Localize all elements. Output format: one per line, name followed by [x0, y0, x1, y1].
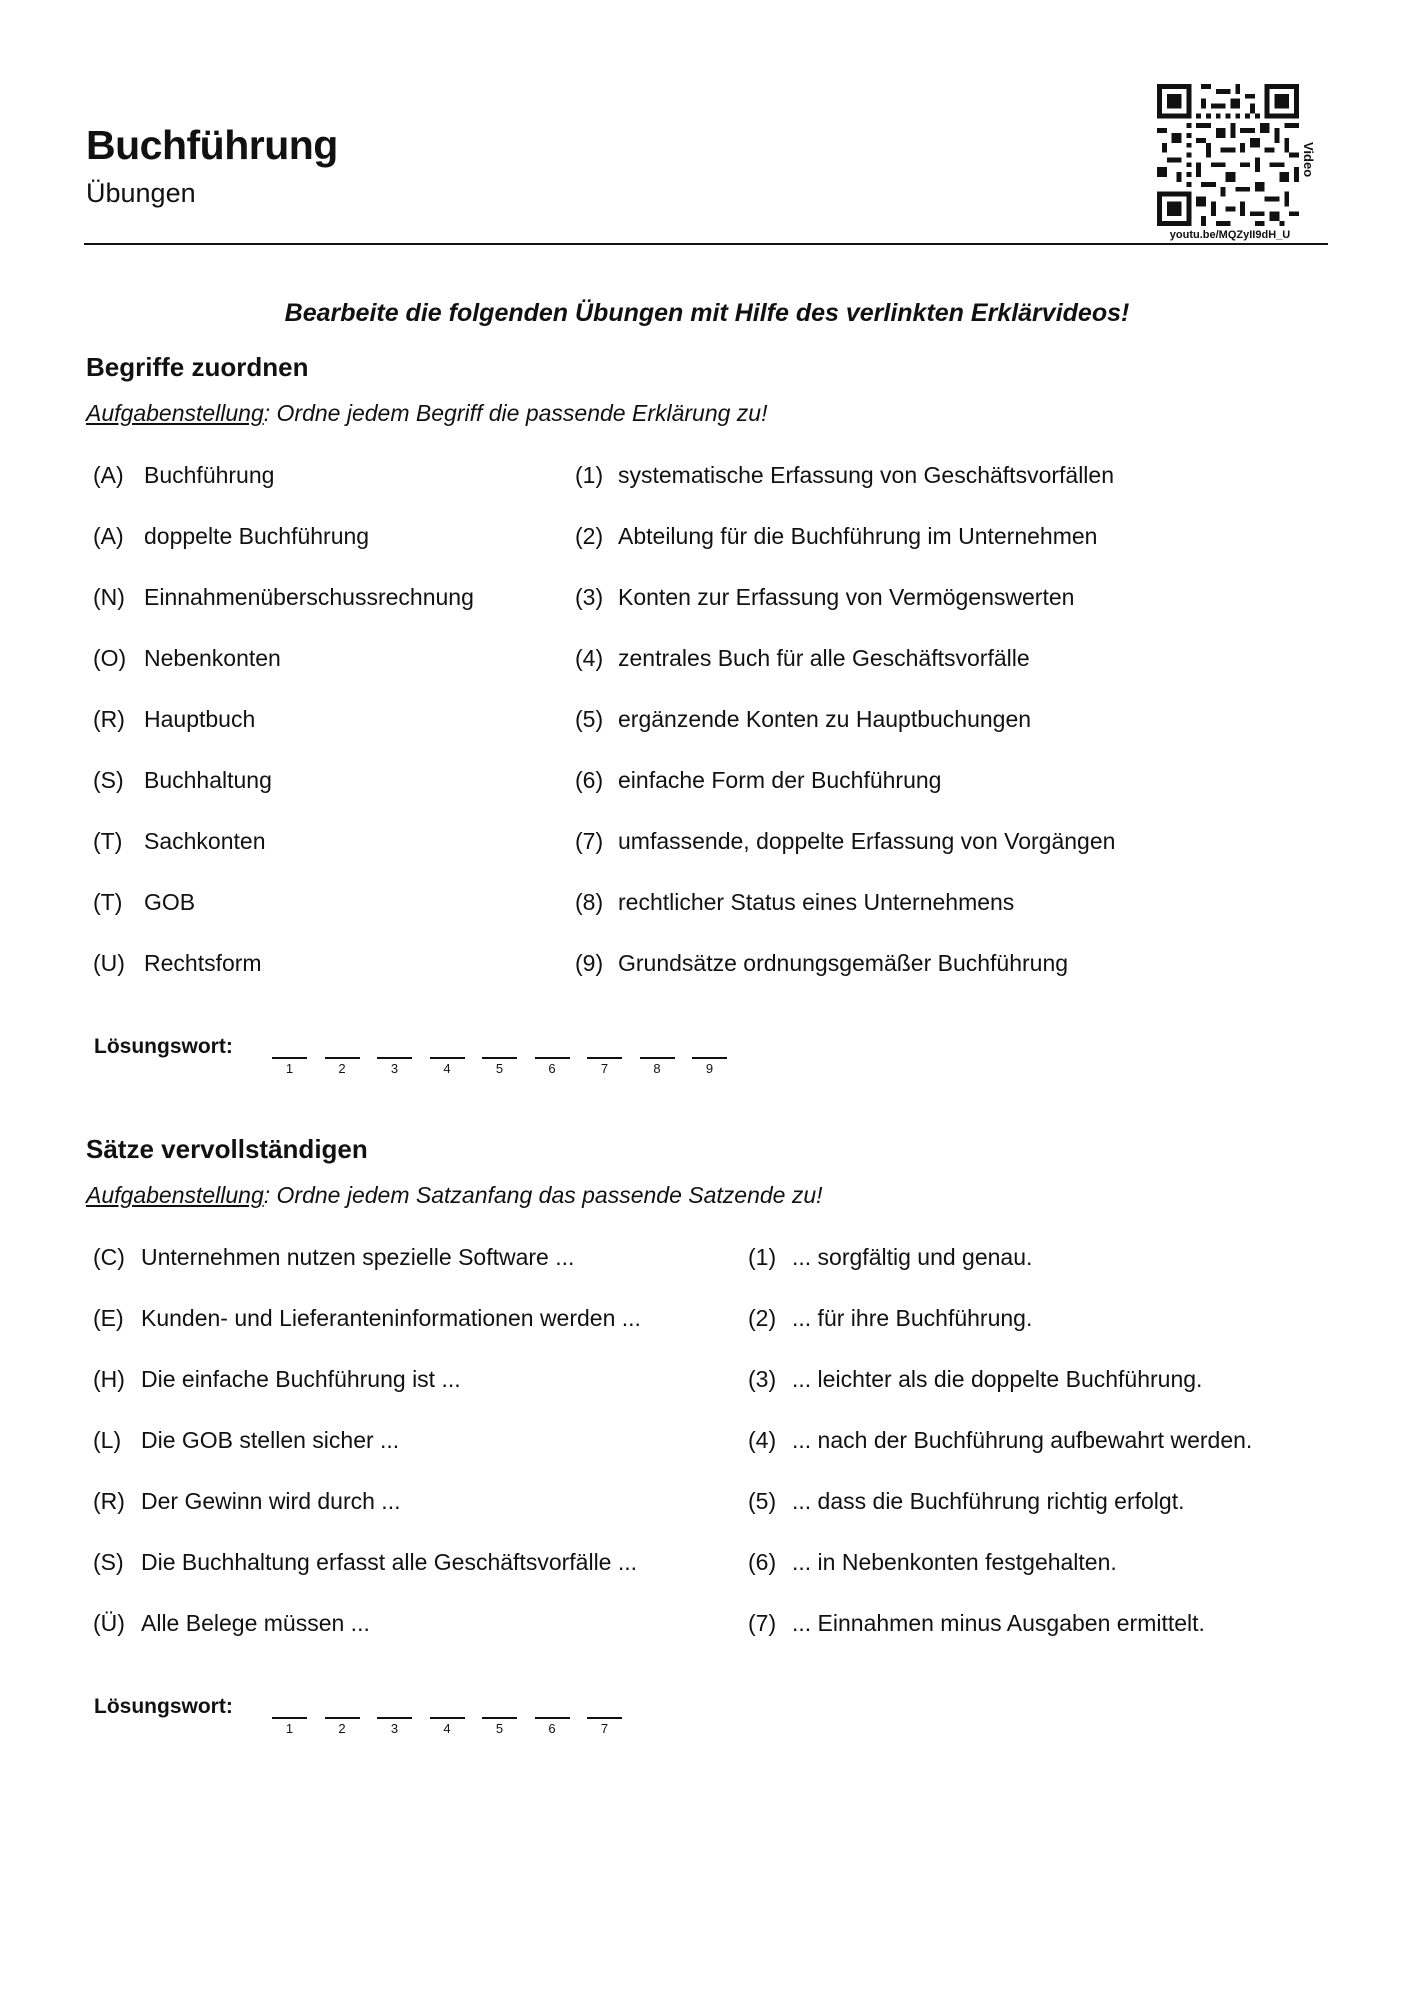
definition-item: [575, 706, 1031, 733]
term-item: [93, 828, 265, 855]
answer-blank[interactable]: [482, 1717, 517, 1719]
answer-blank-number: 4: [443, 1721, 451, 1736]
term-item-code: (A): [93, 523, 124, 549]
term-item: [93, 462, 274, 489]
answer-blank-number: 3: [390, 1061, 399, 1076]
video-label: Video: [1301, 142, 1316, 178]
definition-item-code: (4): [575, 645, 604, 671]
answer-blank[interactable]: [430, 1717, 465, 1719]
answer-blank[interactable]: [587, 1717, 622, 1719]
sentence-beginning-item-text: Unternehmen nutzen spezielle Software ...: [141, 1244, 575, 1270]
task-label: Aufgabenstellung: [86, 1182, 264, 1208]
definition-item: [575, 889, 1014, 916]
sentence-beginning-item-text: Die einfache Buchführung ist ...: [141, 1366, 461, 1392]
definition-item: [575, 584, 1074, 611]
definition-item-text: systematische Erfassung von Geschäftsvorfällen: [618, 462, 1115, 488]
sentence-beginning-item-text: Die Buchhaltung erfasst alle Geschäftsvorfälle ...: [141, 1549, 638, 1575]
sentence-ending-item-text: ... in Nebenkonten festgehalten.: [792, 1549, 1117, 1575]
definition-item-code: (2): [575, 523, 604, 549]
term-item-code: (A): [93, 462, 124, 488]
term-item-text: doppelte Buchführung: [144, 523, 370, 549]
term-item-code: (O): [93, 645, 127, 671]
sentence-ending-item-code: (1): [748, 1244, 777, 1270]
definition-item-code: (3): [575, 584, 604, 610]
answer-blank-number: 1: [285, 1061, 294, 1076]
header-divider: [84, 243, 1328, 245]
sentence-ending-item-code: (6): [748, 1549, 777, 1575]
qr-code-icon[interactable]: [1157, 84, 1299, 226]
definition-item-text: einfache Form der Buchführung: [618, 767, 942, 793]
term-item: [93, 645, 281, 672]
task-label: Aufgabenstellung: [86, 400, 264, 426]
sentence-ending-item-code: (5): [748, 1488, 777, 1514]
page-subtitle: Übungen: [86, 178, 196, 208]
definition-item-text: rechtlicher Status eines Unternehmens: [618, 889, 1015, 915]
sentence-beginning-item-text: Der Gewinn wird durch ...: [141, 1488, 401, 1514]
answer-blank[interactable]: [325, 1717, 360, 1719]
sentence-beginning-item-code: (R): [93, 1488, 125, 1514]
definition-item: [575, 645, 1030, 672]
definition-item: [575, 950, 1068, 977]
answer-blank-number: 8: [653, 1061, 661, 1076]
task-text: : Ordne jedem Begriff die passende Erklärung zu!: [263, 400, 768, 426]
sentence-ending-item-text: ... Einnahmen minus Ausgaben ermittelt.: [792, 1610, 1205, 1636]
term-item-code: (N): [93, 584, 125, 610]
definition-item: [575, 767, 941, 794]
sentence-beginning-item: [93, 1244, 574, 1271]
definition-item-text: ergänzende Konten zu Hauptbuchungen: [618, 706, 1032, 732]
sentence-beginning-item-text: Die GOB stellen sicher ...: [141, 1427, 400, 1453]
answer-blank-number: 7: [600, 1061, 609, 1076]
answer-blank[interactable]: [377, 1717, 412, 1719]
section2-heading: Sätze vervollständigen: [86, 1134, 368, 1164]
term-item-text: Sachkonten: [144, 828, 266, 854]
definition-item-text: Grundsätze ordnungsgemäßer Buchführung: [618, 950, 1069, 976]
instruction-text: Bearbeite die folgenden Übungen mit Hilfe des verlinkten Erklärvideos!: [284, 299, 1130, 327]
term-item: [93, 950, 262, 977]
term-item: [93, 584, 474, 611]
term-item-text: Nebenkonten: [144, 645, 281, 671]
term-item-text: Rechtsform: [144, 950, 262, 976]
answer-blank-number: 6: [548, 1061, 556, 1076]
term-item: [93, 767, 272, 794]
definition-item-code: (1): [575, 462, 604, 488]
sentence-beginning-item: [93, 1427, 399, 1454]
answer-blank-number: 5: [495, 1721, 504, 1736]
answer-blank[interactable]: [325, 1057, 360, 1059]
sentence-beginning-item: [93, 1305, 641, 1332]
sentence-beginning-item-text: Kunden- und Lieferanteninformationen werden ...: [141, 1305, 641, 1331]
video-url[interactable]: youtu.be/MQZyII9dH_U: [1169, 229, 1291, 241]
answer-blank[interactable]: [587, 1057, 622, 1059]
sentence-ending-item-text: ... sorgfältig und genau.: [792, 1244, 1033, 1270]
answer-blank[interactable]: [535, 1057, 570, 1059]
term-item-text: GOB: [144, 889, 196, 915]
answer-blank-number: 7: [600, 1721, 609, 1736]
sentence-ending-item-code: (3): [748, 1366, 777, 1392]
sentence-ending-item: [748, 1488, 1185, 1515]
task-text: : Ordne jedem Satzanfang das passende Satzende zu!: [263, 1182, 823, 1208]
section2-solution-label: Lösungswort:: [94, 1695, 233, 1718]
section1-solution-label: Lösungswort:: [94, 1035, 233, 1058]
definition-item: [575, 828, 1115, 855]
answer-blank-number: 9: [705, 1061, 714, 1076]
definition-item-code: (8): [575, 889, 604, 915]
sentence-ending-item: [748, 1549, 1117, 1576]
term-item-code: (T): [93, 828, 123, 854]
sentence-beginning-item-code: (L): [93, 1427, 122, 1453]
answer-blank-number: 1: [285, 1721, 294, 1736]
sentence-ending-item: [748, 1305, 1032, 1332]
answer-blank-number: 3: [390, 1721, 399, 1736]
answer-blank[interactable]: [430, 1057, 465, 1059]
definition-item: [575, 523, 1097, 550]
sentence-ending-item-text: ... leichter als die doppelte Buchführung.: [792, 1366, 1203, 1392]
term-item-code: (T): [93, 889, 123, 915]
sentence-ending-item: [748, 1366, 1202, 1393]
sentence-beginning-item: [93, 1366, 461, 1393]
sentence-ending-item-code: (7): [748, 1610, 777, 1636]
term-item-text: Buchhaltung: [144, 767, 272, 793]
definition-item-text: umfassende, doppelte Erfassung von Vorgängen: [618, 828, 1116, 854]
sentence-beginning-item-text: Alle Belege müssen ...: [141, 1610, 370, 1636]
definition-item-text: Konten zur Erfassung von Vermögenswerten: [618, 584, 1075, 610]
answer-blank[interactable]: [482, 1057, 517, 1059]
sentence-ending-item: [748, 1610, 1205, 1637]
definition-item-code: (7): [575, 828, 604, 854]
term-item-text: Hauptbuch: [144, 706, 256, 732]
term-item: [93, 706, 255, 733]
term-item-code: (R): [93, 706, 125, 732]
definition-item-code: (9): [575, 950, 604, 976]
page-title: Buchführung: [86, 122, 338, 168]
answer-blank-number: 4: [443, 1061, 451, 1076]
answer-blank[interactable]: [535, 1717, 570, 1719]
sentence-beginning-item-code: (Ü): [93, 1610, 125, 1636]
sentence-beginning-item: [93, 1488, 400, 1515]
section1-task: [86, 400, 768, 427]
sentence-beginning-item-code: (H): [93, 1366, 125, 1392]
sentence-beginning-item: [93, 1549, 637, 1576]
definition-item-text: Abteilung für die Buchführung im Unternehmen: [618, 523, 1098, 549]
definition-item: [575, 462, 1114, 489]
answer-blank[interactable]: [692, 1057, 727, 1059]
term-item: [93, 523, 369, 550]
answer-blank-number: 2: [338, 1721, 346, 1736]
sentence-ending-item: [748, 1427, 1252, 1454]
term-item-code: (S): [93, 767, 124, 793]
sentence-ending-item-code: (4): [748, 1427, 777, 1453]
answer-blank-number: 6: [548, 1721, 556, 1736]
sentence-beginning-item: [93, 1610, 370, 1637]
sentence-beginning-item-code: (C): [93, 1244, 125, 1270]
definition-item-code: (5): [575, 706, 604, 732]
term-item-text: Einnahmenüberschussrechnung: [144, 584, 474, 610]
sentence-beginning-item-code: (S): [93, 1549, 124, 1575]
sentence-beginning-item-code: (E): [93, 1305, 124, 1331]
sentence-ending-item-text: ... nach der Buchführung aufbewahrt werden.: [792, 1427, 1253, 1453]
section2-task: [86, 1182, 823, 1209]
sentence-ending-item-text: ... für ihre Buchführung.: [792, 1305, 1033, 1331]
sentence-ending-item: [748, 1244, 1032, 1271]
section1-heading: Begriffe zuordnen: [86, 352, 309, 382]
definition-item-text: zentrales Buch für alle Geschäftsvorfälle: [618, 645, 1030, 671]
term-item-text: Buchführung: [144, 462, 275, 488]
term-item-code: (U): [93, 950, 125, 976]
term-item: [93, 889, 195, 916]
answer-blank[interactable]: [272, 1717, 307, 1719]
sentence-ending-item-code: (2): [748, 1305, 777, 1331]
definition-item-code: (6): [575, 767, 604, 793]
answer-blank[interactable]: [640, 1057, 675, 1059]
answer-blank-number: 5: [495, 1061, 504, 1076]
answer-blank[interactable]: [272, 1057, 307, 1059]
answer-blank-number: 2: [338, 1061, 346, 1076]
sentence-ending-item-text: ... dass die Buchführung richtig erfolgt.: [792, 1488, 1185, 1514]
answer-blank[interactable]: [377, 1057, 412, 1059]
